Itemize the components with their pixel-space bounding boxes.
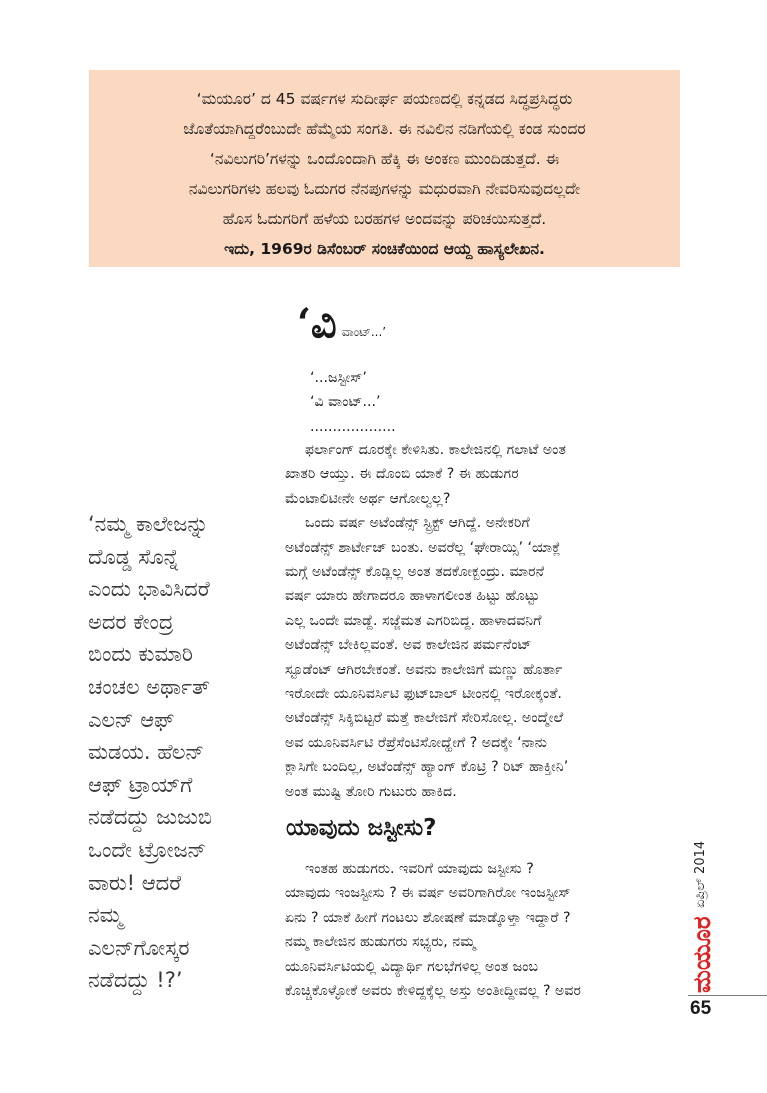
paragraph-line: ಅವ ಯೂನಿವರ್ಸಿಟಿ ರೆಪ್ರೆಸೆಂಟಿಸೋದ್ಹೇಗೆ ? ಅದಕ್ಕೇ ‘ನಾನು [285,734,547,751]
pull-quote-line: ಬಿಂದು ಕುಮಾರಿ [88,642,193,667]
pull-quote-line: ನಮ್ಮ [88,903,123,928]
intro-line: ನವಿಲುಗರಿಗಳು ಹಲವು ಓದುಗರ ನೆನಪುಗಳನ್ನು ಮಧುರವಾಗಿ ನೇವರಿಸುವುದಲ್ಲದೇ [188,180,581,198]
paragraph-line: ಇರೋದೇ ಯೂನಿವರ್ಸಿಟಿ ಫುಟ್‌ಬಾಲ್ ಟೀಂನಲ್ಲಿ ಇರೋಕ್ಕಂತೆ. [285,686,562,703]
paragraph-line: ಯಾವುದು ಇಂಜಸ್ಟೀಸು ? ಈ ವರ್ಷ ಅವರಿಗಾಗಿರೋ ಇಂಜಸ್ಟೀಸ್ [285,885,571,902]
paragraph-line: ಮೆಂಟಾಲಿಟೀನೇ ಅರ್ಥ ಆಗೋಲ್ವಲ್ಲ? [285,490,451,507]
pull-quote-line: ಎಲನ್‌ಗೋಸ್ಕರ [88,935,190,960]
dialog-line: ................... [310,418,396,435]
paragraph-line: ಒಂದು ವರ್ಷ ಅಟೆಂಡೆನ್ಸ್ ಸ್ಟ್ರಿಕ್ಟ್ ಆಗಿದ್ದೆ. ಅನೇಕರಿಗೆ [305,515,530,532]
issue-date: ಏಪ್ರಿಲ್ 2014 [693,840,708,908]
paragraph-line: ಮಗ್ಗೆ ಅಟೆಂಡೆನ್ಸ್ ಕೊಡ್ಲಿಲ್ಲ ಅಂತ ತದಕೋಕ್ಬಂದ್ರು. ಮಾರನೆ [285,564,545,581]
footer-divider [688,995,767,996]
intro-bold-line: ಇದು, 1969ರ ಡಿಸೆಂಬರ್ ಸಂಚಿಕೆಯಿಂದ ಆಯ್ದ ಹಾಸ್ಯಲೇಖನ. [224,240,545,258]
dialog-line: ‘ವಿ ವಾಂಟ್...’ [310,394,381,411]
pull-quote-line: ನಡೆದದ್ದು ಜುಜುಬಿ [88,805,212,830]
paragraph-line: ಕೊಚ್ಚಿಕೊಳ್ಳೋಕೆ ಅವರು ಕೇಳಿದ್ದಕ್ಕೆಲ್ಲ ಅಸ್ತು ಅಂತೀದ್ದೀವಲ್ಲ ? ಅವರ [285,983,582,1000]
paragraph-line: ಸ್ಟೂಡೆಂಟ್ ಆಗಿರಬೇಕಂತೆ. ಅವನು ಕಾಲೇಜಿಗೆ ಮಣ್ಣು ಹೊರ್ತಾ [285,661,563,678]
paragraph-line: ಕ್ಲಾಸಿಗೇ ಬಂದಿಲ್ಲ, ಅಟೆಂಡೆನ್ಸ್ ಹ್ಯಾಂಗ್ ಕೊಟ್ರಿ ? ರಿಟ್ ಹಾಕ್ತೀನಿ’ [285,759,569,776]
dialog-lines [310,366,703,439]
intro-line: ಹೊಸ ಓದುಗರಿಗೆ ಹಳೆಯ ಬರಹಗಳ ಅಂದವನ್ನು ಪರಿಚಯಿಸುತ್ತದೆ. [222,210,547,228]
paragraph-line: ಅಟೆಂಡೆನ್ಸ್ ಬೇಕಿಲ್ಲವಂತೆ. ಅವ ಕಾಲೇಜಿನ ಪರ್ಮನೆಂಟ್ [285,637,532,654]
pull-quote-line: ಚಂಚಲ ಅರ್ಥಾತ್ [88,674,210,699]
pull-quote-line: ಮಡಯ. ಹೆಲನ್ [88,740,204,765]
paragraph-line: ವರ್ಷ ಯಾರು ಹೇಗಾದರೂ ಹಾಳಾಗಲೀಂತ ಹಿಟ್ಟು ಹೊಟ್ಟು [285,588,540,605]
pull-quote-line: ಎಂದು ಭಾವಿಸಿದರೆ [88,577,210,602]
page-number: 65 [690,998,712,1019]
paragraph-line: ಅಂತ ಮುಷ್ಟಿ ತೋರಿ ಗುಟುರು ಹಾಕಿದ. [285,783,457,800]
pull-quote-line: ‘ನಮ್ಮ ಕಾಲೇಜನ್ನು [88,512,209,536]
paragraph-line: ಇಂತಹ ಹುಡುಗರು. ಇವರಿಗೆ ಯಾವುದು ಜಸ್ಟೀಸು ? [305,861,534,877]
pull-quote-line: ವಾರು! ಆದರೆ [88,870,182,895]
paragraph-line: ಏನು ? ಯಾಕೆ ಹೀಗೆ ಗಂಟಲು ಶೋಷಣೆ ಮಾಡ್ಕೊಳ್ತಾ ಇದ್ದಾರೆ ? [285,909,571,926]
pull-quote-line: ಒಂದೇ ಟ್ರೋಜನ್ [88,837,207,862]
pull-quote-line: ಆಫ್ ಟ್ರಾಯ್‌ಗೆ [88,772,193,797]
paragraph-line: ಫರ್ಲಾಂಗ್ ದೂರಕ್ಕೇ ಕೇಳಿಸಿತು. ಕಾಲೇಜಿನಲ್ಲಿ ಗಲಾಟೆ ಅಂತ [305,442,566,458]
paragraph-line: ಅಟೆಂಡೆನ್ಸ್ ಶಾರ್ಟೇಜ್ ಬಂತು. ಅವರೆಲ್ಲ ‘ಘೇರಾಯ್ಸಿ’ ‘ಯಾಕ್ಲೆ [285,539,561,556]
intro-line: ‘ಮಯೂರ’ ದ 45 ವರ್ಷಗಳ ಸುದೀರ್ಘ ಪಯಣದಲ್ಲಿ ಕನ್ನಡದ ಸಿದ್ಧಪ್ರಸಿದ್ಧರು [196,90,573,108]
pull-quote [88,508,278,997]
article-title [297,300,387,347]
paragraph-line: ಖಾತರಿ ಆಯ್ತು. ಈ ದೊಂಬಿ ಯಾಕೆ ? ಈ ಹುಡುಗರ [285,466,519,483]
paragraph-line: ಅಟೆಂಡೆನ್ಸ್ ಸಿಕ್ಕಿಬಿಟ್ಟರೆ ಮತ್ತೆ ಕಾಲೇಜಿಗೆ ಸೇರಿಸೋಲ್ಲ. ಅಂದ್ಮೇಲೆ [285,710,564,727]
pull-quote-line: ದೊಡ್ಡ ಸೊನ್ನೆ [88,544,179,569]
magazine-logo: ಮಯೂರ [688,916,716,993]
paragraph-line: ನಮ್ಮ ಕಾಲೇಜಿನ ಹುಡುಗರು ಸಭ್ಯರು, ನಮ್ಮ [285,934,476,951]
intro-line: ‘ನವಿಲುಗರಿ’ಗಳನ್ನು ಒಂದೊಂದಾಗಿ ಹೆಕ್ಕಿ ಈ ಅಂಕಣ ಮುಂದಿಡುತ್ತದೆ. ಈ [209,150,560,168]
title-big-letter: ‘ವಿ [297,300,337,347]
intro-line: ಜೊತೆಯಾಗಿದ್ದರೆಂಬುದೇ ಹೆಮ್ಮೆಯ ಸಂಗತಿ. ಈ ನವಿಲಿನ ನಡಿಗೆಯಲ್ಲಿ ಕಂಡ ಸುಂದರ [183,120,586,138]
pull-quote-line: ಅದರ ಕೇಂದ್ರ [88,609,174,634]
paragraph-line: ಎಲ್ಲ ಒಂದೇ ಮಾಡ್ದೆ. ಸಜ್ಜೆಮತ ಎಗರಿಬಿದ್ದ. ಹಾಳಾದವನಿಗೆ [285,612,542,629]
sub-heading: ಯಾವುದು ಜಸ್ಟೀಸು? [286,815,437,841]
pull-quote-line: ಎಲನ್ ಆಫ್ [88,707,175,732]
paragraph-2 [285,857,678,1003]
paragraph-1 [285,438,678,804]
pull-quote-line: ನಡೆದದ್ದು !?’ [88,968,183,993]
dialog-line: ‘...ಜಸ್ಟೀಸ್’ [310,370,367,386]
title-rest: ವಾಂಟ್...’ [341,325,387,339]
intro-box [89,70,680,267]
paragraph-line: ಯೂನಿವರ್ಸಿಟಿಯಲ್ಲಿ ವಿದ್ಯಾರ್ಥಿ ಗಲಭೆಗಳಿಲ್ಲ ಅಂತ ಜಂಬ [285,958,539,975]
